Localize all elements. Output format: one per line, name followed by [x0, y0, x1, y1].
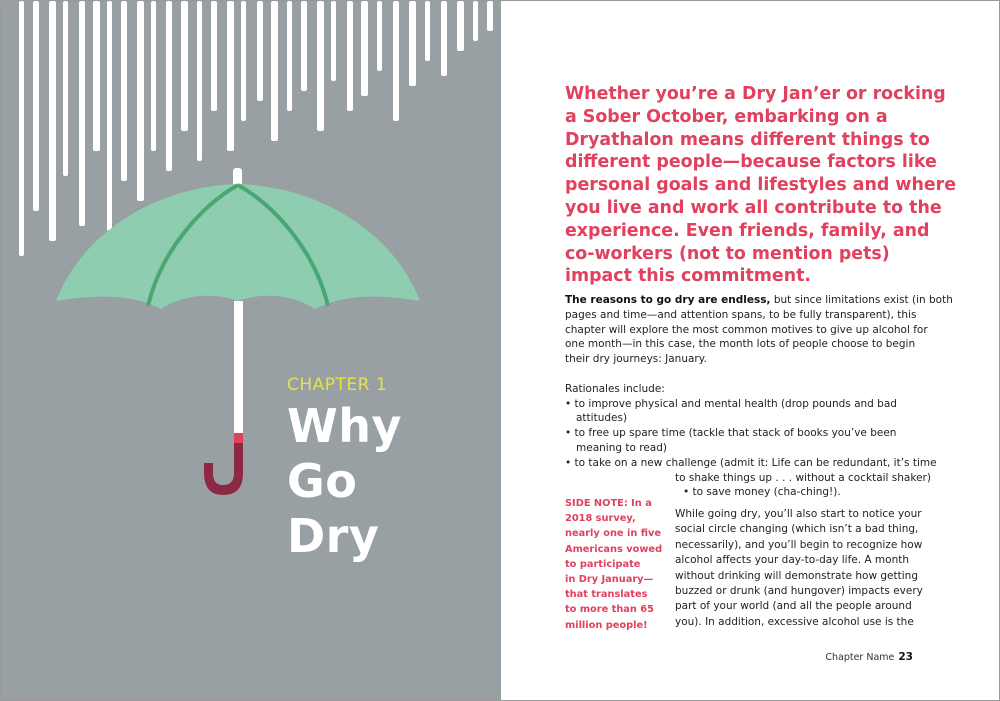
rain-streak: [441, 1, 447, 76]
pull-quote-line: co-workers (not to mention pets): [565, 243, 890, 264]
rain-streak: [137, 1, 144, 201]
bullet-item: • to free up spare time (tackle that stack of books you’ve been: [565, 427, 897, 440]
rain-streak: [79, 1, 85, 226]
running-footer-chapter: Chapter Name: [825, 652, 895, 663]
bullet-item-continuation: to shake things up . . . without a cocktail shaker): [675, 471, 931, 484]
rain-streak: [317, 1, 324, 131]
rain-streak: [409, 1, 416, 86]
rain-streak: [19, 1, 24, 256]
rain-streak: [425, 1, 430, 61]
body-column-line: While going dry, you’ll also start to notice your: [675, 508, 922, 520]
rain-umbrella-illustration: [1, 1, 501, 700]
intro-line: pages and time—and attention spans, to be fully transparent), this: [565, 308, 917, 321]
body-column-line: social circle changing (which isn’t a bad thing,: [675, 523, 919, 536]
intro-line: one month—in this case, the month lots of people choose to begin: [565, 338, 916, 351]
intro-lead: The reasons to go dry are endless,: [565, 294, 771, 306]
side-note-line: SIDE NOTE: In a: [565, 498, 652, 509]
side-note-line: 2018 survey,: [565, 513, 636, 525]
side-note-line: Americans vowed: [565, 543, 663, 555]
body-column-line: necessarily), and you’ll begin to recognize how: [675, 538, 923, 551]
rain-streak: [227, 1, 234, 151]
side-note-line: million people!: [565, 619, 648, 631]
side-note-line: to participate: [565, 558, 641, 570]
pull-quote-line: different people—because factors like: [565, 152, 937, 173]
page-number: 23: [898, 651, 913, 663]
intro-line: chapter will explore the most common motives to give up alcohol for: [565, 323, 928, 336]
rain-streak: [33, 1, 39, 211]
rain-streak: [473, 1, 478, 41]
rain-streak: [287, 1, 292, 111]
rain-streak: [151, 1, 156, 151]
side-note: [565, 496, 665, 633]
pull-quote-line: a Sober October, embarking on a: [565, 106, 888, 127]
body-text: [565, 293, 955, 500]
side-note-line: to more than 65: [565, 604, 654, 616]
rain-streak: [121, 1, 127, 181]
rain-streak: [166, 1, 172, 171]
rain-streak: [197, 1, 202, 161]
rain-streak: [107, 1, 112, 231]
bullet-item: • to save money (cha-ching!).: [683, 486, 841, 499]
pull-quote-line: impact this commitment.: [565, 266, 811, 287]
rain-streak: [361, 1, 368, 96]
pull-quote-line: Whether you’re a Dry Jan’er or rocking: [565, 84, 946, 104]
side-note-line: in Dry January—: [565, 574, 654, 586]
rain-streak: [331, 1, 336, 81]
rain-streak: [63, 1, 68, 176]
body-column-line: you). In addition, excessive alcohol use is the: [675, 615, 914, 628]
pull-quote-line: you live and work all contribute to the: [565, 197, 942, 218]
intro-line: [565, 293, 955, 308]
pull-quote: [565, 83, 957, 288]
text-page: [501, 1, 999, 700]
body-column-line: alcohol affects your day-to-day life. A month: [675, 554, 910, 567]
chapter-opener-page: [1, 1, 501, 700]
rain-streak: [241, 1, 246, 121]
intro-line: their dry journeys: January.: [565, 353, 707, 366]
bullet-item-continuation: meaning to read): [576, 441, 667, 454]
rain-streak: [211, 1, 217, 111]
chapter-title-line: Why: [287, 399, 402, 453]
rationales-heading: Rationales include:: [565, 382, 665, 395]
chapter-label: CHAPTER 1: [287, 375, 388, 395]
rain-streak: [301, 1, 307, 91]
pull-quote-line: Dryathalon means different things to: [565, 129, 930, 150]
bullet-item: • to improve physical and mental health (drop pounds and bad: [565, 397, 897, 410]
side-note-line: nearly one in five: [565, 528, 662, 540]
body-column: [675, 507, 923, 630]
chapter-title: [287, 399, 402, 564]
body-column-line: without drinking will demonstrate how getting: [675, 569, 918, 582]
side-note-line: that translates: [565, 589, 648, 601]
body-column-line: part of your world (and all the people around: [675, 600, 912, 613]
chapter-title-line: Go: [287, 454, 358, 508]
pull-quote-line: experience. Even friends, family, and: [565, 220, 930, 241]
bullet-item-continuation: attitudes): [576, 412, 628, 425]
rain-streak: [181, 1, 188, 131]
rain-streak: [377, 1, 382, 71]
rain-streak: [49, 1, 56, 241]
body-column-line: buzzed or drunk (and hungover) impacts every: [675, 585, 923, 598]
rain-streak: [393, 1, 399, 121]
rain-streak: [271, 1, 278, 141]
chapter-title-line: Dry: [287, 509, 380, 563]
rain-streak: [487, 1, 493, 31]
rain-streak: [93, 1, 100, 151]
pull-quote-line: personal goals and lifestyles and where: [565, 175, 957, 196]
rain-streak: [457, 1, 464, 51]
rain-streak: [257, 1, 263, 101]
bullet-item: • to take on a new challenge (admit it: Life can be redundant, it’s time: [565, 456, 937, 469]
rain-streak: [347, 1, 353, 111]
intro-line-rest: but since limitations exist (in both: [770, 294, 953, 306]
page-footer: [825, 651, 913, 663]
